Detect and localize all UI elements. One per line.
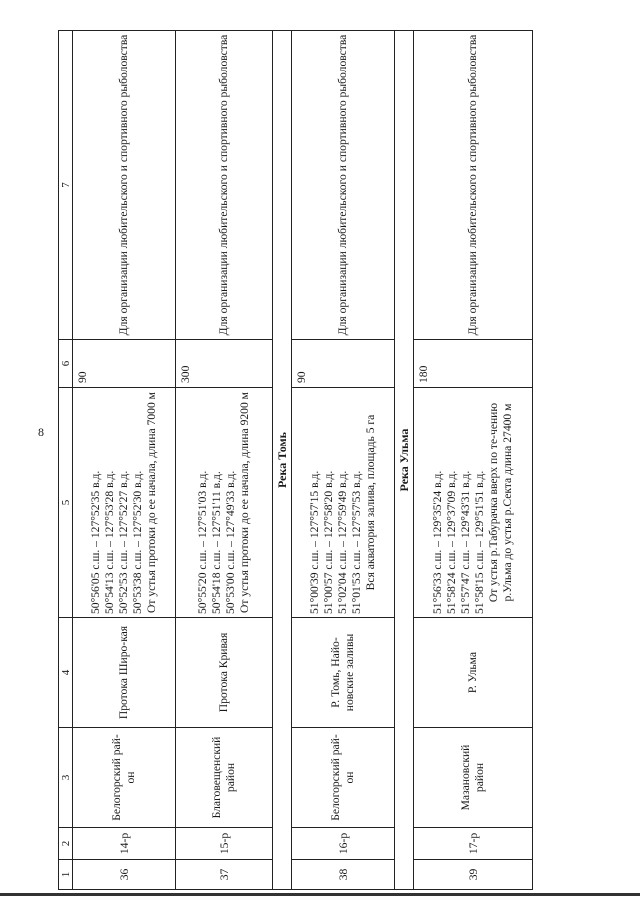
coordinate-line: 51°00'57 с.ш. – 127°58'20 в.д. <box>321 470 335 614</box>
scan-edge-line <box>0 893 640 896</box>
purpose-cell: Для организации любительского и спортивного рыболовства <box>176 31 273 340</box>
district-cell: Белогорский рай-он <box>292 728 395 828</box>
coordinate-line: 51°01'53 с.ш. – 127°57'53 в.д. <box>350 470 364 614</box>
coordinate-line: 51°56'33 с.ш. – 129°35'24 в.д. <box>430 470 444 614</box>
page-number <box>34 425 48 440</box>
object-cell: Р. Томь, Найо-новские заливы <box>292 618 395 728</box>
header-row <box>59 31 73 890</box>
coordinate-line: 50°53'00 с.ш. – 127°49'33 в.д. <box>224 470 237 614</box>
coordinates-cell <box>176 388 273 618</box>
boundary-description: Вся акватория залива, площадь 5 га <box>364 414 378 591</box>
coordinate-line: 50°55'20 с.ш. – 127°51'03 в.д. <box>195 470 209 614</box>
header-cell: 1 <box>59 860 73 890</box>
river-heading-row <box>273 31 292 890</box>
coordinate-line: 51°00'39 с.ш. – 127°57'15 в.д. <box>307 470 321 614</box>
district-cell: Белогорский рай-он <box>73 728 176 828</box>
row-number: 36 <box>73 860 176 890</box>
row-number: 37 <box>176 860 273 890</box>
boundary-description: От устья протоки до ее начала, длина 7000 м <box>145 392 159 613</box>
table-row <box>176 31 273 890</box>
coordinates-cell <box>292 388 395 618</box>
district-cell: Мазановский район <box>414 728 533 828</box>
coordinate-line: 50°56'05 с.ш. – 127°52'35 в.д. <box>88 470 102 614</box>
table-row <box>414 31 533 890</box>
header-cell: 3 <box>59 728 73 828</box>
header-cell: 2 <box>59 828 73 860</box>
row-number: 38 <box>292 860 395 890</box>
header-cell: 4 <box>59 618 73 728</box>
table-row <box>73 31 176 890</box>
row-id: 14-р <box>73 828 176 860</box>
object-cell: Протока Кривая <box>176 618 273 728</box>
coordinate-line: 51°58'15 с.ш. – 129°51'51 в.д. <box>473 470 486 614</box>
row-number: 39 <box>414 860 533 890</box>
coordinate-line: 51°58'24 с.ш. – 129°37'09 в.д. <box>444 470 458 614</box>
table-wrapper <box>58 30 638 890</box>
coordinates-cell <box>73 388 176 618</box>
coordinate-line: 51°02'04 с.ш. – 127°59'49 в.д. <box>335 470 349 614</box>
object-cell: Протока Широ-кая <box>73 618 176 728</box>
river-heading-row <box>395 31 414 890</box>
river-heading: Река Ульма <box>395 31 414 890</box>
boundary-description: От устья р.Табурачка вверх по те-чению р.Ульма до устья р.Секта длина 27400 м <box>487 402 515 603</box>
area-cell: 90 <box>73 340 176 388</box>
table-body <box>59 31 533 890</box>
boundary-description: От устья протоки до ее начала, длина 9200 м <box>238 392 252 613</box>
table-row <box>292 31 395 890</box>
coordinates-cell <box>414 388 533 618</box>
header-cell: 6 <box>59 340 73 388</box>
row-id: 16-р <box>292 828 395 860</box>
coordinate-line: 50°53'38 с.ш. – 127°52'30 в.д. <box>131 470 145 614</box>
page-number-text: 8 <box>38 425 44 439</box>
district-cell: Благовещенский район <box>176 728 273 828</box>
coordinate-line: 50°52'53 с.ш. – 127°52'27 в.д. <box>116 470 130 614</box>
area-cell: 300 <box>176 340 273 388</box>
row-id: 17-р <box>414 828 533 860</box>
header-cell: 7 <box>59 31 73 340</box>
row-id: 15-р <box>176 828 273 860</box>
area-cell: 180 <box>414 340 533 388</box>
fishing-areas-table <box>58 30 533 890</box>
header-cell: 5 <box>59 388 73 618</box>
coordinate-line: 50°54'13 с.ш. – 127°53'28 в.д. <box>102 470 116 614</box>
coordinate-line: 51°57'47 с.ш. – 129°43'31 в.д. <box>458 470 472 614</box>
purpose-cell: Для организации любительского и спортивного рыболовства <box>414 31 533 340</box>
purpose-cell: Для организации любительского и спортивного рыболовства <box>292 31 395 340</box>
area-cell: 90 <box>292 340 395 388</box>
river-heading: Река Томь <box>273 31 292 890</box>
coordinate-line: 50°54'18 с.ш. – 127°51'11 в.д. <box>209 471 223 614</box>
object-cell: Р. Ульма <box>414 618 533 728</box>
purpose-cell: Для организации любительского и спортивного рыболовства <box>73 31 176 340</box>
